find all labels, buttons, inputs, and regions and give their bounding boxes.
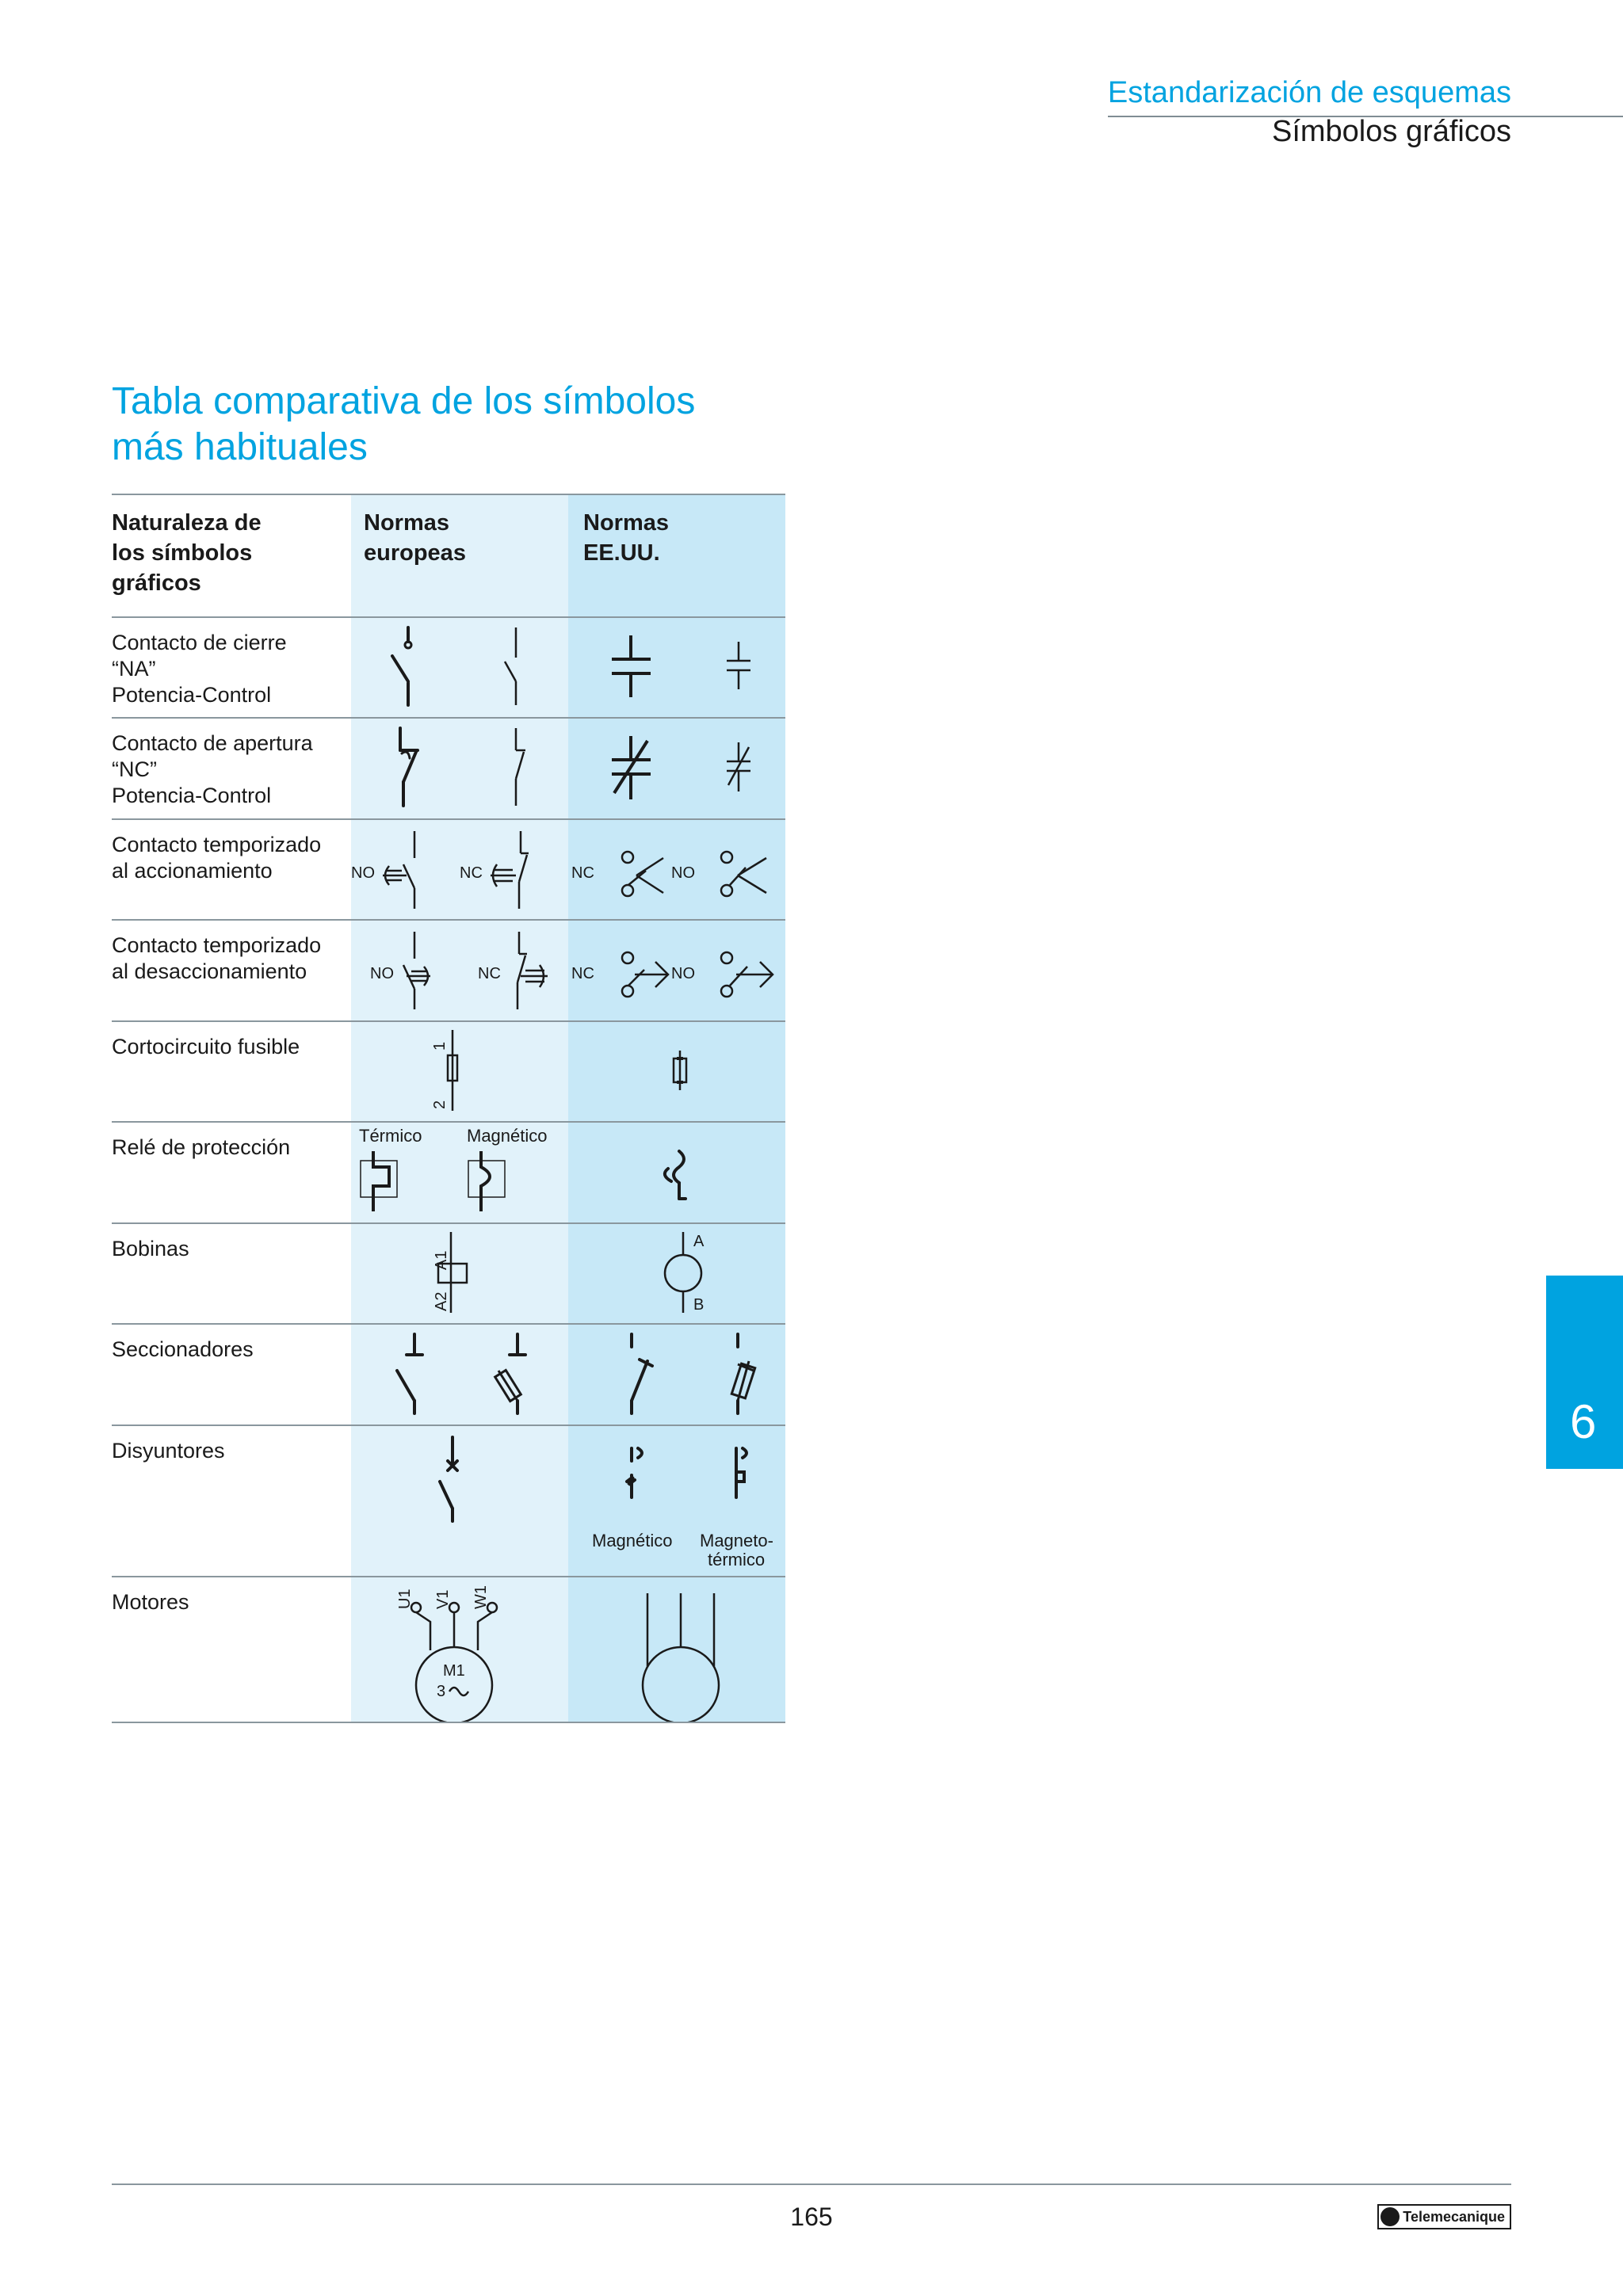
fuse-terminal-1: 1 — [431, 1041, 449, 1051]
table-top-rule — [112, 494, 785, 495]
us-symbol-motor — [568, 1577, 785, 1723]
eu-symbol-coil — [351, 1224, 568, 1323]
row-label-line: Disyuntores — [112, 1439, 225, 1463]
nc-label: NC — [571, 965, 594, 982]
header-nature — [112, 508, 262, 598]
row-label-temporizado-accionamiento — [112, 832, 349, 884]
nc-label: NC — [460, 864, 483, 882]
termico-label: Térmico — [359, 1126, 422, 1146]
motor-v1-label: V1 — [434, 1589, 452, 1609]
row-label-line: Contacto temporizado — [112, 833, 322, 856]
fuse-terminal-2: 2 — [431, 1100, 449, 1109]
brand-name: Telemecanique — [1403, 2208, 1505, 2225]
coil-a2-label: A2 — [433, 1291, 450, 1311]
row-label-rele — [112, 1135, 349, 1161]
row-label-line: Seccionadores — [112, 1337, 254, 1361]
row-label-motores — [112, 1589, 349, 1615]
no-label: NO — [351, 864, 375, 882]
header-nature-line: Naturaleza de — [112, 510, 262, 536]
no-label: NO — [671, 864, 695, 882]
no-label: NO — [671, 965, 695, 982]
magnetico-label: Magnético — [467, 1126, 548, 1146]
header-usa-line: Normas — [583, 510, 669, 536]
no-label: NO — [370, 965, 394, 982]
us-symbol-disconnector — [568, 1325, 785, 1425]
chapter-tab-number: 6 — [1570, 1395, 1597, 1448]
row-label-line: Contacto temporizado — [112, 933, 322, 957]
page-title-line2: más habituales — [112, 426, 368, 468]
row-label-line: “NC” — [112, 757, 157, 781]
header-subtitle: Símbolos gráficos — [1271, 115, 1511, 148]
breaker-magnetico-label: Magnético — [592, 1531, 673, 1550]
motor-m1-label: M1 — [443, 1662, 465, 1680]
motor-3-label: 3 — [437, 1683, 446, 1700]
row-label-seccionadores — [112, 1337, 349, 1363]
coil-a1-label: A1 — [433, 1250, 450, 1270]
symbols-table — [112, 494, 785, 1723]
eu-symbol-motor — [351, 1577, 568, 1723]
row-label-line: “NA” — [112, 657, 156, 681]
row-label-fusible — [112, 1034, 349, 1060]
page-title — [112, 379, 825, 471]
row-label-bobinas — [112, 1236, 349, 1262]
us-symbol-on-delay — [568, 820, 785, 919]
breaker-magneto-label-1: Magneto- — [700, 1531, 773, 1550]
header-section-title: Estandarización de esquemas — [1107, 76, 1511, 109]
header-europe-line: Normas — [364, 510, 449, 536]
us-symbol-relay — [568, 1123, 785, 1222]
us-symbol-coil — [568, 1224, 785, 1323]
us-symbol-off-delay — [568, 921, 785, 1020]
header-nature-line: gráficos — [112, 570, 201, 596]
eu-symbol-fuse — [351, 1022, 568, 1121]
row-label-contacto-apertura — [112, 730, 349, 809]
us-symbol-breaker — [568, 1426, 785, 1576]
header-usa-line: EE.UU. — [583, 540, 660, 566]
eu-symbol-no-contact — [351, 618, 568, 717]
eu-symbol-breaker — [351, 1426, 568, 1576]
motor-u1-label: U1 — [396, 1589, 414, 1609]
row-label-line: Potencia-Control — [112, 683, 272, 707]
chapter-tab — [1546, 1276, 1623, 1469]
brand-logo — [1377, 2204, 1511, 2229]
us-symbol-fuse — [568, 1022, 785, 1121]
row-label-line: Potencia-Control — [112, 784, 272, 807]
row-label-line: Contacto de cierre — [112, 631, 287, 654]
eu-symbol-nc-contact — [351, 719, 568, 818]
row-label-line: Cortocircuito fusible — [112, 1035, 300, 1058]
table-bottom-rule — [112, 1722, 785, 1723]
header-europe — [364, 508, 466, 568]
us-symbol-nc-contact — [568, 719, 785, 818]
row-label-line: Contacto de apertura — [112, 731, 313, 755]
us-symbol-no-contact — [568, 618, 785, 717]
row-label-contacto-cierre — [112, 630, 349, 708]
header-europe-line: europeas — [364, 540, 466, 566]
nc-label: NC — [478, 965, 501, 982]
motor-w1-label: W1 — [472, 1585, 490, 1609]
eu-symbol-on-delay — [351, 820, 568, 919]
row-label-line: al desaccionamiento — [112, 959, 307, 983]
breaker-magneto-label-2: térmico — [708, 1550, 766, 1569]
eu-symbol-disconnector — [351, 1325, 568, 1425]
coil-b-label: B — [693, 1296, 705, 1314]
header-usa — [583, 508, 669, 568]
row-label-line: Bobinas — [112, 1237, 189, 1261]
header-nature-line: los símbolos — [112, 540, 253, 566]
page-title-line1: Tabla comparativa de los símbolos — [112, 380, 696, 422]
nc-label: NC — [571, 864, 594, 882]
eu-symbol-relay — [351, 1123, 568, 1222]
row-label-temporizado-desaccionamiento — [112, 933, 349, 985]
page-number: 165 — [790, 2203, 833, 2231]
row-label-line: Relé de protección — [112, 1135, 291, 1159]
row-label-line: al accionamiento — [112, 859, 273, 883]
footer-rule — [112, 2183, 1511, 2185]
row-label-disyuntores — [112, 1438, 349, 1464]
eu-symbol-off-delay — [351, 921, 568, 1020]
coil-a-label: A — [693, 1233, 705, 1250]
row-label-line: Motores — [112, 1590, 189, 1614]
brand-mark-icon — [1381, 2207, 1400, 2226]
